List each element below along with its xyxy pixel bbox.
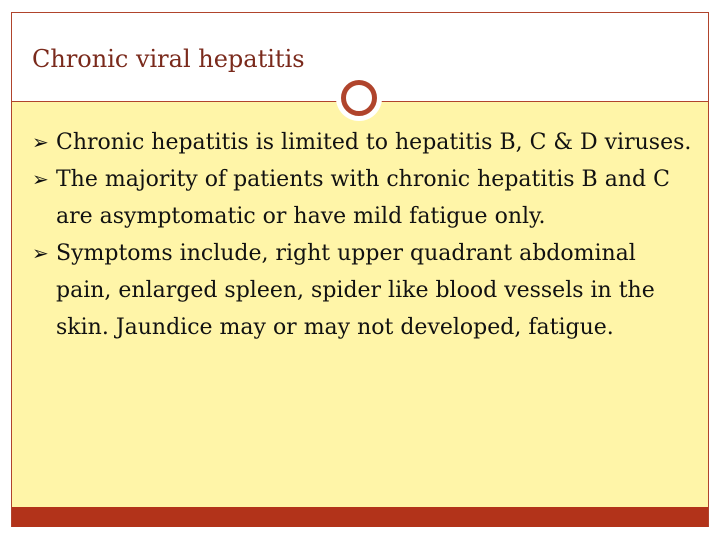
decorative-circle-icon (341, 80, 377, 116)
bullet-text: The majority of patients with chronic hepatitis B and C are asymptomatic or have mild fatigue only. (56, 167, 670, 229)
bullet-text: Chronic hepatitis is limited to hepatitis B, C & D viruses. (56, 130, 692, 155)
arrowhead-bullet-icon: ➢ (32, 130, 49, 154)
arrowhead-bullet-icon: ➢ (32, 167, 49, 191)
bullet-item (32, 124, 692, 161)
bullet-text: Symptoms include, right upper quadrant abdominal pain, enlarged spleen, spider like blood vessels in the skin. Jaundice may or may not developed, fatigue. (56, 241, 655, 340)
bullet-list (32, 124, 692, 346)
bottom-bar (12, 507, 708, 527)
bullet-item (32, 235, 692, 346)
arrowhead-bullet-icon: ➢ (32, 241, 49, 265)
slide-title: Chronic viral hepatitis (32, 45, 305, 73)
bullet-item (32, 161, 692, 235)
